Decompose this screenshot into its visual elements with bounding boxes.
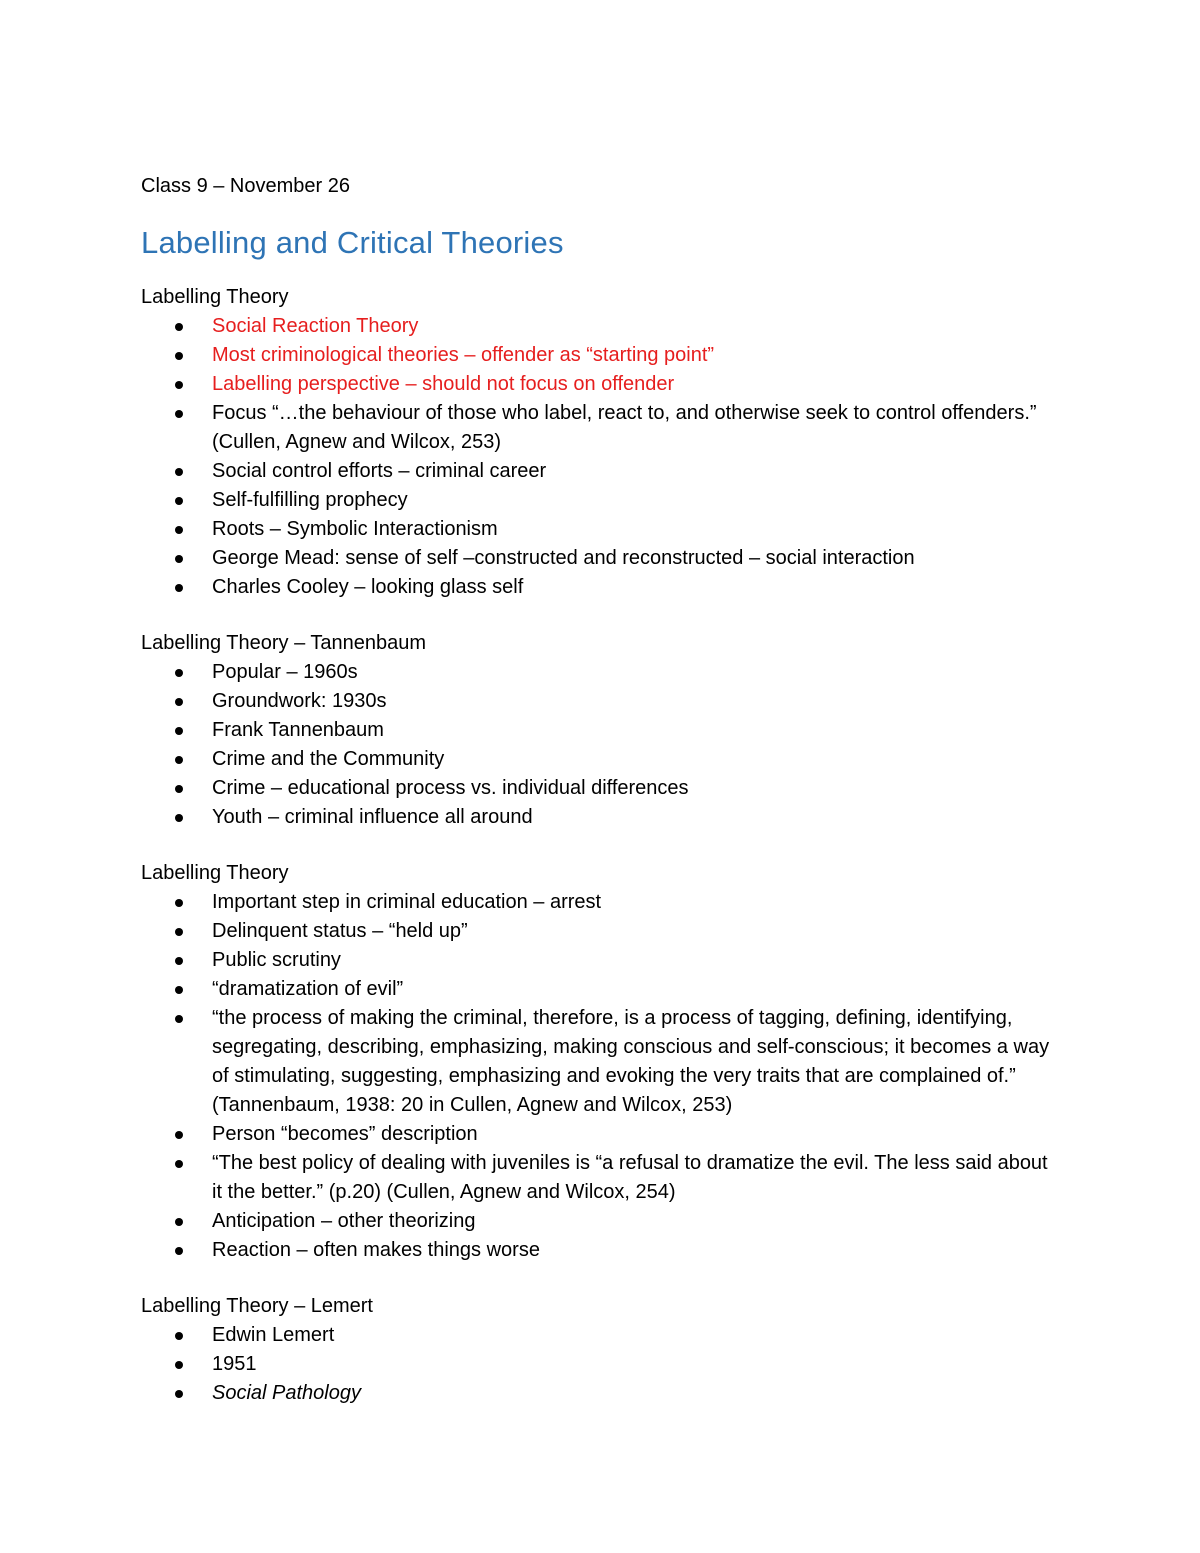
list-item	[141, 457, 1061, 486]
list-item	[141, 774, 1061, 803]
list-item-text: Self-fulfilling prophecy	[212, 489, 408, 511]
list-item	[141, 1379, 1061, 1408]
list-item	[141, 1004, 1061, 1120]
list-item	[141, 573, 1061, 602]
list-item	[141, 1149, 1061, 1207]
bullet-icon	[175, 381, 183, 389]
list-item	[141, 1120, 1061, 1149]
bullet-icon	[175, 1390, 183, 1398]
bullet-icon	[175, 1247, 183, 1255]
bullet-icon	[175, 584, 183, 592]
list-item-text: Charles Cooley – looking glass self	[212, 576, 524, 598]
bullet-icon	[175, 698, 183, 706]
class-date-line: Class 9 – November 26	[141, 175, 350, 197]
bullet-icon	[175, 986, 183, 994]
list-item-text: “The best policy of dealing with juveniles is “a refusal to dramatize the evil. The less said about it the better.” (p.20) (Cullen, Agnew and Wilcox, 254)	[212, 1152, 1048, 1203]
bullet-icon	[175, 323, 183, 331]
list-item-text: Social control efforts – criminal career	[212, 460, 547, 482]
bullet-list	[141, 888, 1061, 1265]
bullet-icon	[175, 1015, 183, 1023]
section-heading: Labelling Theory – Lemert	[141, 1295, 373, 1317]
bullet-icon	[175, 785, 183, 793]
list-item-text: Popular – 1960s	[212, 661, 358, 683]
bullet-icon	[175, 352, 183, 360]
bullet-icon	[175, 1332, 183, 1340]
list-item-text: Frank Tannenbaum	[212, 719, 384, 741]
list-item-text: Important step in criminal education – arrest	[212, 891, 602, 913]
section-lemert	[141, 1292, 1061, 1408]
list-item	[141, 1236, 1061, 1265]
bullet-list	[141, 1321, 1061, 1408]
section-heading: Labelling Theory	[141, 862, 289, 884]
list-item	[141, 803, 1061, 832]
list-item-text: Crime and the Community	[212, 748, 445, 770]
list-item	[141, 486, 1061, 515]
list-item	[141, 687, 1061, 716]
list-item	[141, 716, 1061, 745]
bullet-icon	[175, 814, 183, 822]
list-item-text: Youth – criminal influence all around	[212, 806, 533, 828]
bullet-icon	[175, 727, 183, 735]
bullet-list	[141, 658, 1061, 832]
list-item	[141, 745, 1061, 774]
list-item-text: Person “becomes” description	[212, 1123, 478, 1145]
list-item-text: Focus “…the behaviour of those who label, react to, and otherwise seek to control offenders.” (Cullen, Agnew and Wilcox, 253)	[212, 402, 1037, 453]
bullet-icon	[175, 1218, 183, 1226]
section-heading: Labelling Theory – Tannenbaum	[141, 632, 427, 654]
list-item-text: Delinquent status – “held up”	[212, 920, 468, 942]
list-item-text: Public scrutiny	[212, 949, 341, 971]
bullet-list	[141, 312, 1061, 602]
page-title: Labelling and Critical Theories	[141, 225, 564, 260]
list-item-text: Social Pathology	[212, 1382, 361, 1404]
list-item	[141, 917, 1061, 946]
bullet-icon	[175, 555, 183, 563]
bullet-icon	[175, 526, 183, 534]
list-item-text: Labelling perspective – should not focus on offender	[212, 373, 675, 395]
list-item	[141, 975, 1061, 1004]
list-item-text: 1951	[212, 1353, 257, 1375]
list-item-text: Anticipation – other theorizing	[212, 1210, 476, 1232]
list-item	[141, 544, 1061, 573]
list-item-text: Roots – Symbolic Interactionism	[212, 518, 498, 540]
list-item-text: George Mead: sense of self –constructed and reconstructed – social interaction	[212, 547, 915, 569]
section-tannenbaum	[141, 629, 1061, 832]
bullet-icon	[175, 899, 183, 907]
list-item-text: Reaction – often makes things worse	[212, 1239, 540, 1261]
list-item	[141, 1207, 1061, 1236]
bullet-icon	[175, 497, 183, 505]
list-item	[141, 370, 1061, 399]
list-item	[141, 341, 1061, 370]
list-item	[141, 888, 1061, 917]
list-item	[141, 946, 1061, 975]
document-content	[141, 172, 1061, 1408]
list-item	[141, 312, 1061, 341]
bullet-icon	[175, 928, 183, 936]
bullet-icon	[175, 1361, 183, 1369]
list-item	[141, 1321, 1061, 1350]
list-item	[141, 399, 1061, 457]
list-item-text: Most criminological theories – offender as “starting point”	[212, 344, 715, 366]
list-item	[141, 658, 1061, 687]
list-item-text: Edwin Lemert	[212, 1324, 335, 1346]
bullet-icon	[175, 468, 183, 476]
bullet-icon	[175, 669, 183, 677]
list-item-text: Crime – educational process vs. individual differences	[212, 777, 689, 799]
list-item-text: “the process of making the criminal, therefore, is a process of tagging, defining, identifying, segregating, describing, emphasizing, making conscious and self-conscious; it becomes a way of stimulating, suggesting, emphasizing and evoking the very traits that are complained of.” (Tannenbaum, 1938: 20 in Cullen, Agnew and Wilcox, 253)	[212, 1007, 1050, 1116]
bullet-icon	[175, 1131, 183, 1139]
list-item-text: Groundwork: 1930s	[212, 690, 387, 712]
section-labelling-theory-2	[141, 859, 1061, 1265]
bullet-icon	[175, 957, 183, 965]
list-item-text: “dramatization of evil”	[212, 978, 404, 1000]
list-item-text: Social Reaction Theory	[212, 315, 419, 337]
bullet-icon	[175, 410, 183, 418]
bullet-icon	[175, 1160, 183, 1168]
section-labelling-theory	[141, 283, 1061, 602]
list-item	[141, 1350, 1061, 1379]
section-heading: Labelling Theory	[141, 286, 289, 308]
list-item	[141, 515, 1061, 544]
bullet-icon	[175, 756, 183, 764]
